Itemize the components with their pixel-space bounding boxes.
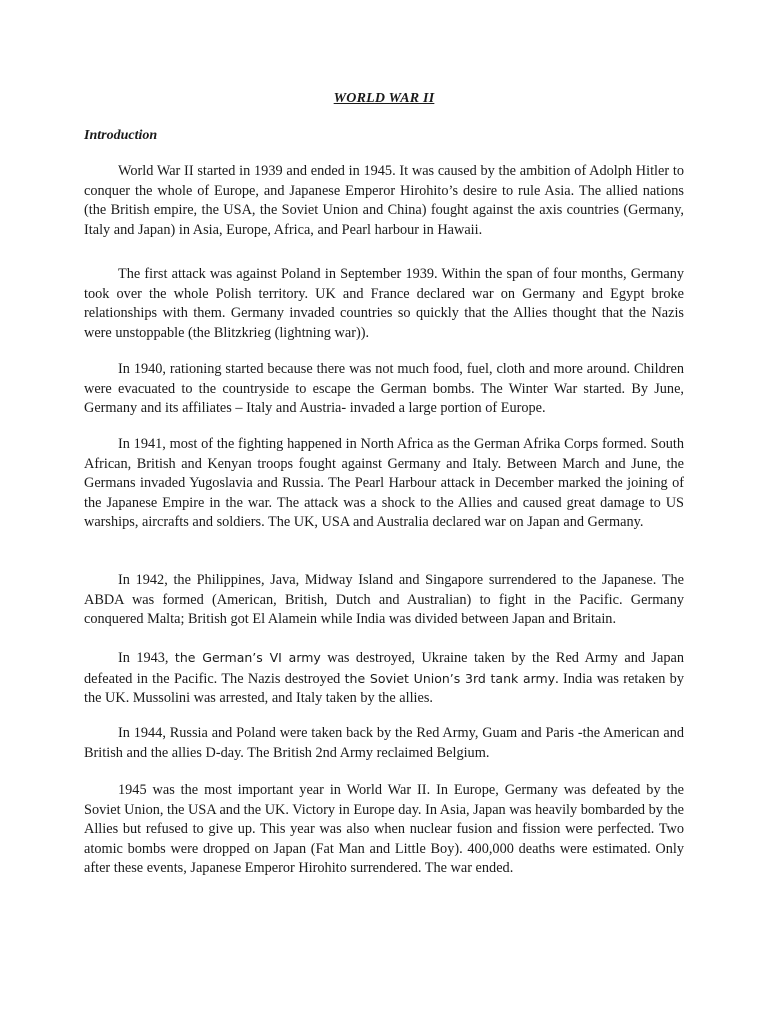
paragraph-1943-text-e: . India was retaken by the UK. Mussolini was arrested, and Italy taken by the allies. [84,670,684,706]
paragraph-1943 [84,648,684,709]
document-title: WORLD WAR II [333,91,435,106]
paragraph-1945: 1945 was the most important year in World War II. In Europe, Germany was defeated by the Soviet Union, the USA and the UK. Victory in Europe day. In Asia, Japan was heavily bombarded by the Allies but refused to give up. This year was also when nuclear fusion and fission were perfected. Two atomic bombs were dropped on Japan (Fat Man and Little Boy). 400,000 deaths were estimated. Only after these events, Japanese Emperor Hirohito surrendered. The war ended. [84,782,684,876]
section-heading-introduction: Introduction [84,128,158,143]
paragraph-1943-text-d: the Soviet Union’s 3rd tank army [344,670,556,686]
paragraph-1939: The first attack was against Poland in September 1939. Within the span of four months, Germany took over the whole Polish territory. UK and France declared war on Germany and Egypt broke relationships with them. Germany invaded countries so quickly that the Allies thought that the Nazis were unstoppable (the Blitzkrieg (lightning war)). [84,266,684,341]
paragraph-1943-text-b: the German’s VI army [174,650,321,665]
paragraph-1940: In 1940, rationing started because there was not much food, fuel, cloth and more around. Children were evacuated to the countryside to escape the German bombs. The Winter War started. By June, Germany and its affiliates – Italy and Austria- invaded a large portion of Europe. [84,361,684,416]
paragraph-1943-text-c: was destroyed, Ukraine taken by the Red Army and Japan defeated in the Pacific. The Nazis destroyed [84,650,684,687]
paragraph-intro: World War II started in 1939 and ended in 1945. It was caused by the ambition of Adolph Hitler to conquer the whole of Europe, and Japanese Emperor Hirohito’s desire to rule Asia. The allied nations (the British empire, the USA, the Soviet Union and China) fought against the axis countries (Germany, Italy and Japan) in Asia, Europe, Africa, and Pearl harbour in Hawaii. [84,163,684,238]
paragraph-1942: In 1942, the Philippines, Java, Midway Island and Singapore surrendered to the Japanese. The ABDA was formed (American, British, Dutch and Australian) to fight in the Pacific. Germany conquered Malta; British got El Alamein while India was divided between Japan and Britain. [84,572,684,627]
paragraph-1941: In 1941, most of the fighting happened in North Africa as the German Afrika Corps formed. South African, British and Kenyan troops fought against Germany and Italy. Between March and June, the Germans invaded Yugoslavia and Russia. The Pearl Harbour attack in December marked the joining of the Japanese Empire in the war. The attack was a shock to the Allies and caused great damage to US warships, aircrafts and soldiers. The UK, USA and Australia declared war on Japan and Germany. [84,436,684,530]
paragraph-1943-text-a: In 1943, [118,650,175,666]
paragraph-1944: In 1944, Russia and Poland were taken back by the Red Army, Guam and Paris -the American and British and the allies D-day. The British 2nd Army reclaimed Belgium. [84,725,684,761]
